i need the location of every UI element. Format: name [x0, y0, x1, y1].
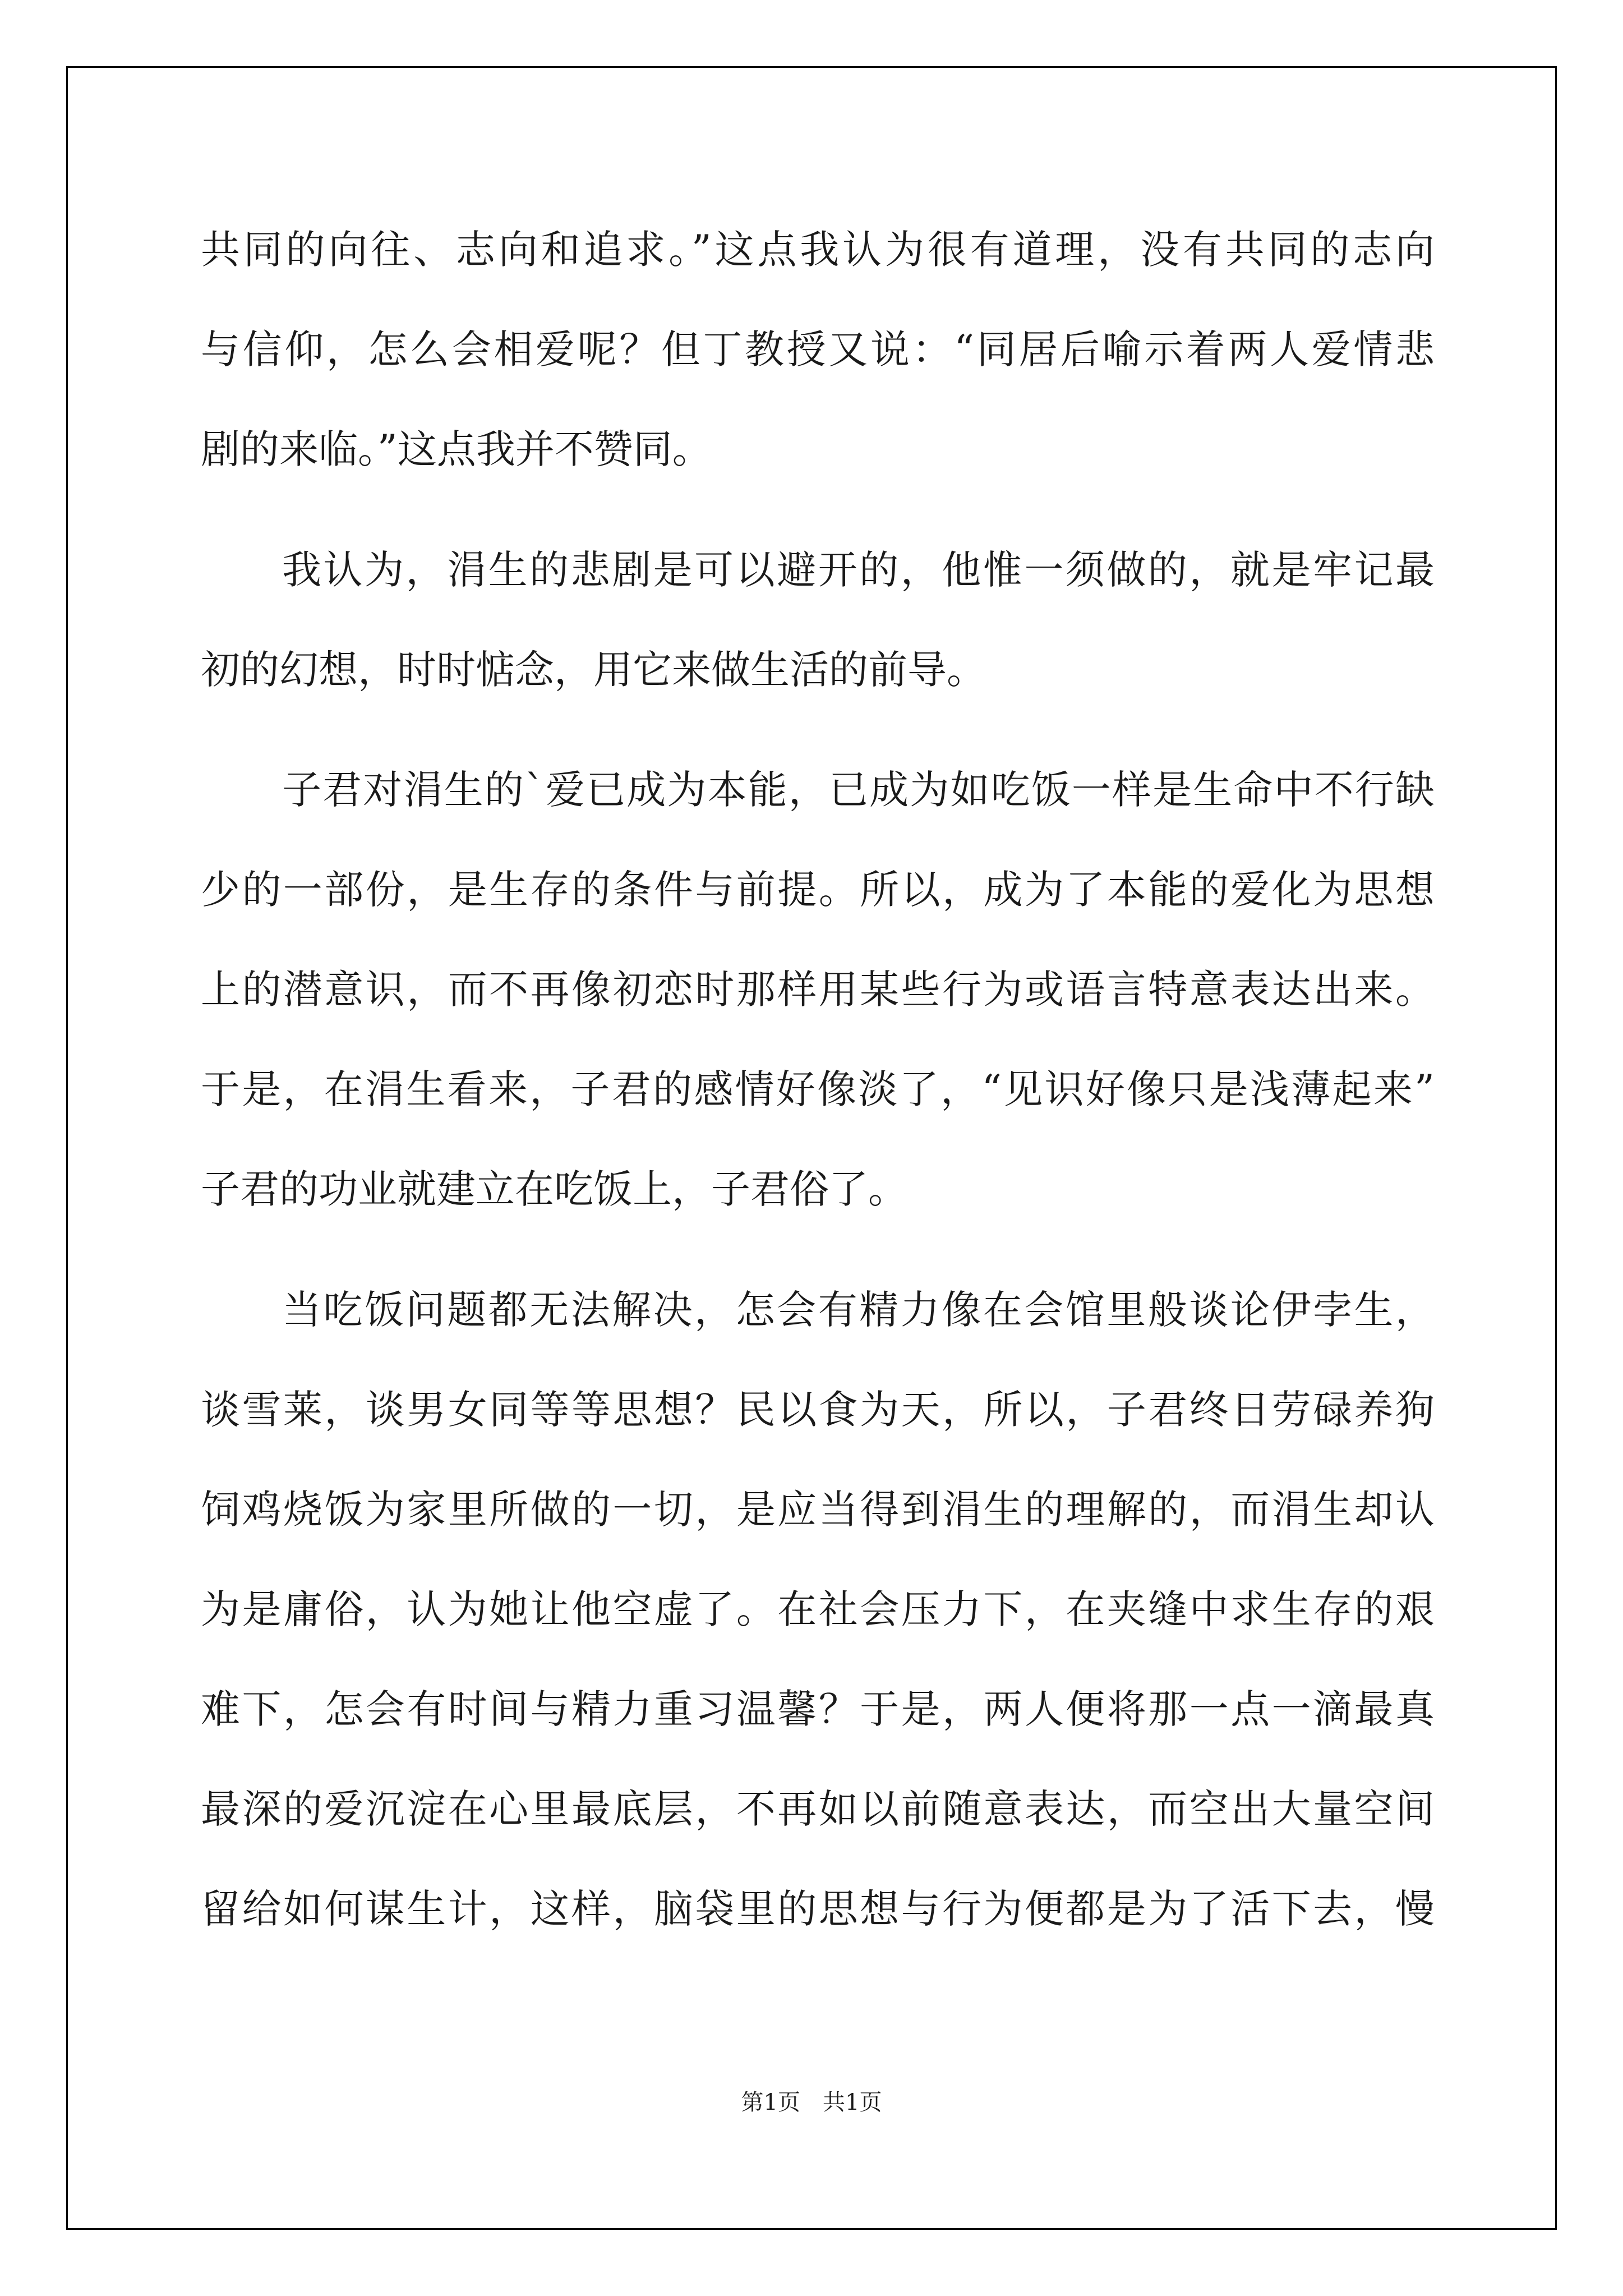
text-line: 当吃饭问题都无法解决，怎会有精力像在会馆里般谈论伊孛生， [282, 1287, 1435, 1333]
text-line: 子君对涓生的`爱已成为本能，已成为如吃饭一样是生命中不行缺 [282, 767, 1435, 813]
text-line: 留给如何谋生计，这样，脑袋里的思想与行为便都是为了活下去，慢 [201, 1886, 1435, 1932]
text-line: 难下，怎会有时间与精力重习温馨？于是，两人便将那一点一滴最真 [201, 1686, 1435, 1732]
text-line: 子君的功业就建立在吃饭上，子君俗了。 [201, 1166, 907, 1212]
page-footer: 第1页 共1页 [741, 2090, 882, 2115]
text-line: 少的一部份，是生存的条件与前提。所以，成为了本能的爱化为思想 [201, 867, 1435, 913]
text-line: 上的潜意识，而不再像初恋时那样用某些行为或语言特意表达出来。 [201, 967, 1435, 1013]
text-line: 于是，在涓生看来，子君的感情好像淡了，“见识好像只是浅薄起来” [201, 1066, 1435, 1112]
text-line: 最深的爱沉淀在心里最底层，不再如以前随意表达，而空出大量空间 [201, 1786, 1435, 1832]
text-line: 剧的来临。”这点我并不赞同。 [201, 426, 712, 472]
text-line: 饲鸡烧饭为家里所做的一切，是应当得到涓生的理解的，而涓生却认 [201, 1487, 1435, 1533]
text-line: 与信仰，怎么会相爱呢？但丁教授又说：“同居后喻示着两人爱情悲 [201, 326, 1435, 372]
text-line: 我认为，涓生的悲剧是可以避开的，他惟一须做的，就是牢记最 [282, 547, 1435, 593]
text-line: 谈雪莱，谈男女同等等思想？民以食为天，所以，子君终日劳碌养狗 [201, 1387, 1435, 1433]
text-line: 共同的向往、志向和追求。”这点我认为很有道理，没有共同的志向 [201, 227, 1435, 273]
text-line: 初的幻想，时时惦念，用它来做生活的前导。 [201, 647, 986, 693]
text-line: 为是庸俗，认为她让他空虚了。在社会压力下，在夹缝中求生存的艰 [201, 1586, 1435, 1632]
